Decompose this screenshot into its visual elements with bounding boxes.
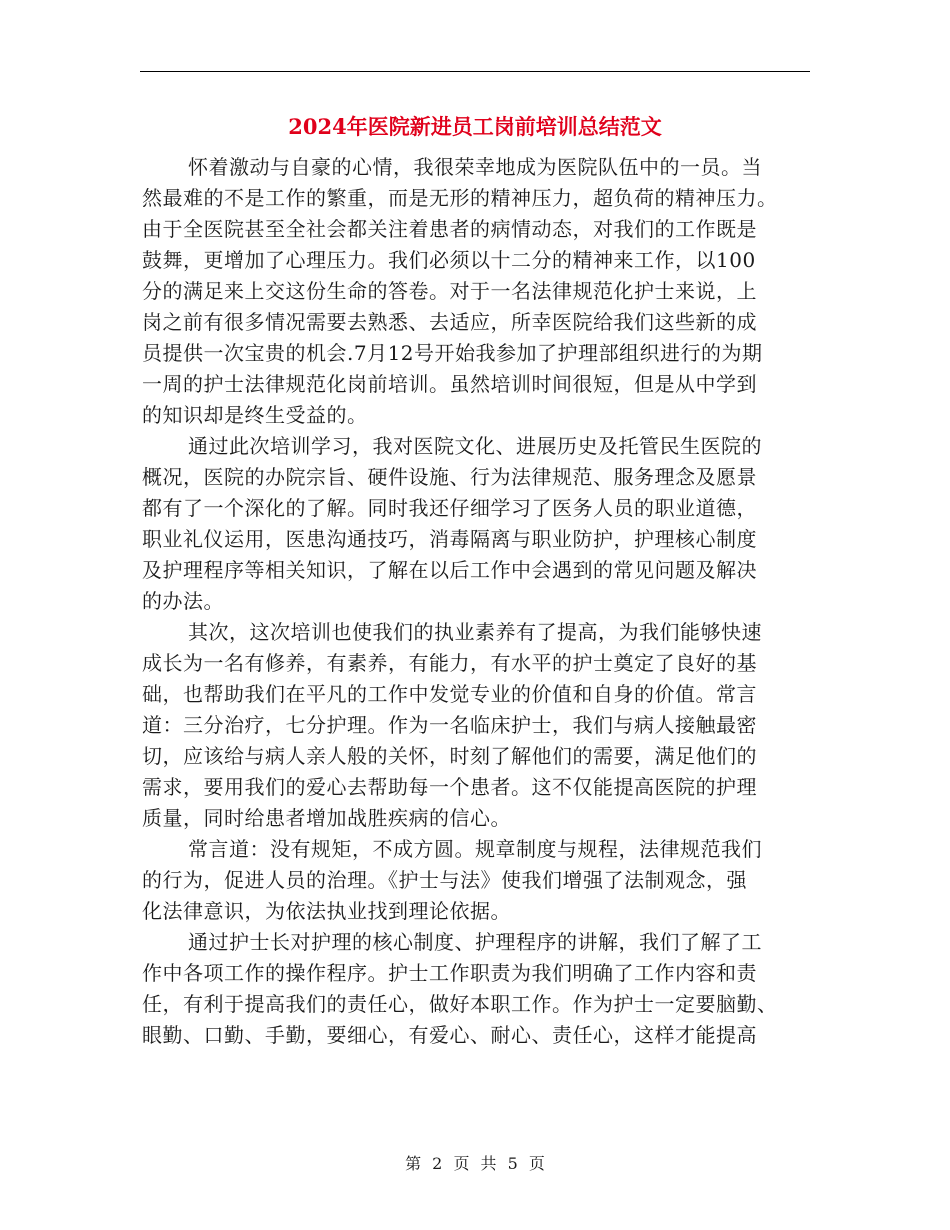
paragraph-5 xyxy=(142,927,810,1051)
text-line: 概况，医院的办院宗旨、硬件设施、行为法律规范、服务理念及愿景 xyxy=(142,465,757,489)
text-line: 础，也帮助我们在平凡的工作中发觉专业的价值和自身的价值。常言 xyxy=(142,682,757,706)
text-line: 都有了一个深化的了解。同时我还仔细学习了医务人员的职业道德， xyxy=(142,496,757,520)
paragraph-2 xyxy=(142,431,810,617)
text-line: 化法律意识，为依法执业找到理论依据。 xyxy=(142,899,511,923)
text-line: 质量，同时给患者增加战胜疾病的信心。 xyxy=(142,806,511,830)
text-line: 作中各项工作的操作程序。护士工作职责为我们明确了工作内容和责 xyxy=(142,961,757,985)
document-body xyxy=(142,152,810,1051)
text-line: 通过护士长对护理的核心制度、护理程序的讲解，我们了解了工 xyxy=(188,930,762,954)
page-number-footer: 第 2 页 共 5 页 xyxy=(405,1154,545,1173)
text-line: 分的满足来上交这份生命的答卷。对于一名法律规范化护士来说，上 xyxy=(142,279,757,303)
text-line: 成长为一名有修养，有素养，有能力，有水平的护士奠定了良好的基 xyxy=(142,651,757,675)
text-line: 切，应该给与病人亲人般的关怀，时刻了解他们的需要，满足他们的 xyxy=(142,744,757,768)
header-rule xyxy=(140,71,810,72)
text-line: 岗之前有很多情况需要去熟悉、去适应，所幸医院给我们这些新的成 xyxy=(142,310,757,334)
text-line: 由于全医院甚至全社会都关注着患者的病情动态，对我们的工作既是 xyxy=(142,217,757,241)
document-title: 2024年医院新进员工岗前培训总结范文 xyxy=(288,114,662,139)
text-line: 常言道：没有规矩，不成方圆。规章制度与规程，法律规范我们 xyxy=(188,837,762,861)
text-line: 道：三分治疗，七分护理。作为一名临床护士，我们与病人接触最密 xyxy=(142,713,757,737)
text-line: 职业礼仪运用，医患沟通技巧，消毒隔离与职业防护，护理核心制度 xyxy=(142,527,757,551)
text-line: 的知识却是终生受益的。 xyxy=(142,403,368,427)
paragraph-4 xyxy=(142,834,810,927)
text-line: 怀着激动与自豪的心情，我很荣幸地成为医院队伍中的一员。当 xyxy=(188,155,762,179)
text-line: 眼勤、口勤、手勤，要细心，有爱心、耐心、责任心，这样才能提高 xyxy=(142,1023,757,1047)
text-line: 其次，这次培训也使我们的执业素养有了提高，为我们能够快速 xyxy=(188,620,762,644)
text-line: 然最难的不是工作的繁重，而是无形的精神压力，超负荷的精神压力。 xyxy=(142,186,778,210)
text-line: 一周的护士法律规范化岗前培训。虽然培训时间很短，但是从中学到 xyxy=(142,372,757,396)
text-line: 的行为，促进人员的治理。《护士与法》使我们增强了法制观念，强 xyxy=(142,868,747,892)
paragraph-3 xyxy=(142,617,810,834)
text-line: 的办法。 xyxy=(142,589,224,613)
text-line: 及护理程序等相关知识，了解在以后工作中会遇到的常见问题及解决 xyxy=(142,558,757,582)
text-line: 员提供一次宝贵的机会.7月12号开始我参加了护理部组织进行的为期 xyxy=(142,341,763,365)
text-line: 需求，要用我们的爱心去帮助每一个患者。这不仅能提高医院的护理 xyxy=(142,775,757,799)
paragraph-1 xyxy=(142,152,810,431)
text-line: 通过此次培训学习，我对医院文化、进展历史及托管民生医院的 xyxy=(188,434,762,458)
text-line: 任，有利于提高我们的责任心，做好本职工作。作为护士一定要脑勤、 xyxy=(142,992,778,1016)
text-line: 鼓舞，更增加了心理压力。我们必须以十二分的精神来工作，以100 xyxy=(142,248,756,272)
